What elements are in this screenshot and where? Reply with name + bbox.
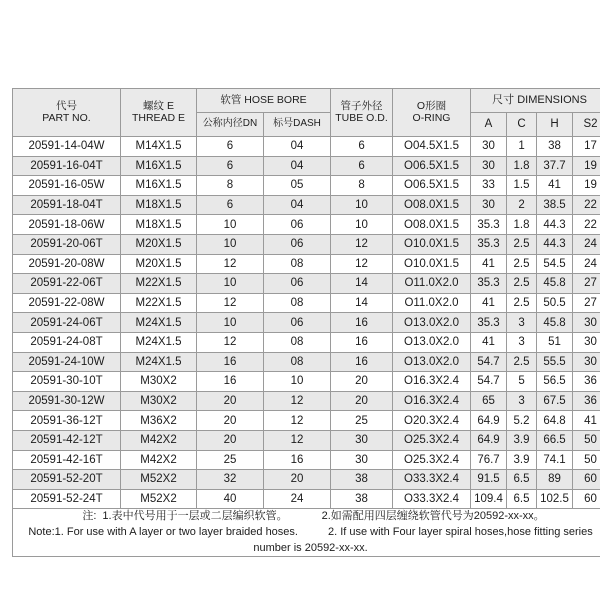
cell-hose-bore-dash: 06 bbox=[264, 313, 331, 333]
cell-o-ring: O13.0X2.0 bbox=[393, 352, 471, 372]
cell-dimension-a: 91.5 bbox=[471, 470, 507, 490]
cell-part-no: 20591-52-24T bbox=[13, 489, 121, 509]
cell-hose-bore-dn: 12 bbox=[197, 254, 264, 274]
cell-hose-bore-dn: 10 bbox=[197, 215, 264, 235]
cell-part-no: 20591-16-04T bbox=[13, 156, 121, 176]
cell-tube-od: 12 bbox=[331, 234, 393, 254]
cell-dimension-a: 64.9 bbox=[471, 411, 507, 431]
cell-dimension-c: 3 bbox=[507, 332, 537, 352]
cell-dimension-c: 2.5 bbox=[507, 234, 537, 254]
cell-o-ring: O33.3X2.4 bbox=[393, 470, 471, 490]
table-row bbox=[13, 372, 600, 392]
cell-dimension-s2: 22 bbox=[573, 215, 600, 235]
cell-hose-bore-dn: 20 bbox=[197, 411, 264, 431]
cell-o-ring: O10.0X1.5 bbox=[393, 254, 471, 274]
cell-hose-bore-dn: 10 bbox=[197, 274, 264, 294]
cell-dimension-h: 55.5 bbox=[537, 352, 573, 372]
cell-dimension-h: 41 bbox=[537, 176, 573, 196]
header-hose-bore-group: 软管 HOSE BORE bbox=[197, 89, 331, 113]
cell-dimension-c: 6.5 bbox=[507, 489, 537, 509]
cell-thread: M36X2 bbox=[121, 411, 197, 431]
cell-dimension-s2: 27 bbox=[573, 274, 600, 294]
cell-tube-od: 20 bbox=[331, 391, 393, 411]
table-row bbox=[13, 391, 600, 411]
cell-hose-bore-dash: 08 bbox=[264, 352, 331, 372]
footnote-english-line-1 bbox=[13, 525, 600, 541]
cell-tube-od: 30 bbox=[331, 450, 393, 470]
footnote-cn-note1: 1.表中代号用于一层或二层编织软管。 bbox=[102, 510, 288, 523]
cell-thread: M30X2 bbox=[121, 391, 197, 411]
cell-dimension-h: 51 bbox=[537, 332, 573, 352]
cell-hose-bore-dash: 08 bbox=[264, 293, 331, 313]
cell-dimension-a: 35.3 bbox=[471, 215, 507, 235]
cell-dimension-s2: 36 bbox=[573, 372, 600, 392]
cell-hose-bore-dn: 6 bbox=[197, 195, 264, 215]
cell-dimension-s2: 41 bbox=[573, 411, 600, 431]
cell-part-no: 20591-16-05W bbox=[13, 176, 121, 196]
cell-dimension-h: 45.8 bbox=[537, 274, 573, 294]
cell-dimension-c: 1.5 bbox=[507, 176, 537, 196]
header-o-ring bbox=[393, 89, 471, 137]
cell-o-ring: O16.3X2.4 bbox=[393, 391, 471, 411]
cell-thread: M52X2 bbox=[121, 489, 197, 509]
cell-dimension-a: 30 bbox=[471, 195, 507, 215]
header-dimension-a: A bbox=[471, 113, 507, 137]
table-row bbox=[13, 215, 600, 235]
header-thread-en: THREAD E bbox=[131, 111, 186, 124]
cell-dimension-a: 76.7 bbox=[471, 450, 507, 470]
cell-o-ring: O04.5X1.5 bbox=[393, 137, 471, 157]
cell-hose-bore-dn: 40 bbox=[197, 489, 264, 509]
cell-o-ring: O10.0X1.5 bbox=[393, 234, 471, 254]
table-row bbox=[13, 234, 600, 254]
footnote-cell bbox=[13, 509, 600, 557]
footnote-en-note2-cont: number is 20592-xx-xx. bbox=[253, 541, 368, 554]
cell-o-ring: O16.3X2.4 bbox=[393, 372, 471, 392]
cell-hose-bore-dn: 8 bbox=[197, 176, 264, 196]
cell-o-ring: O25.3X2.4 bbox=[393, 450, 471, 470]
cell-hose-bore-dash: 06 bbox=[264, 234, 331, 254]
header-row-top bbox=[13, 89, 600, 113]
cell-dimension-c: 5.2 bbox=[507, 411, 537, 431]
cell-part-no: 20591-20-06T bbox=[13, 234, 121, 254]
table-row bbox=[13, 470, 600, 490]
cell-dimension-a: 35.3 bbox=[471, 313, 507, 333]
cell-part-no: 20591-22-06T bbox=[13, 274, 121, 294]
cell-dimension-c: 2.5 bbox=[507, 293, 537, 313]
table-row bbox=[13, 352, 600, 372]
cell-dimension-h: 66.5 bbox=[537, 430, 573, 450]
cell-dimension-a: 35.3 bbox=[471, 274, 507, 294]
cell-o-ring: O06.5X1.5 bbox=[393, 156, 471, 176]
cell-part-no: 20591-52-20T bbox=[13, 470, 121, 490]
cell-dimension-h: 67.5 bbox=[537, 391, 573, 411]
table-row bbox=[13, 313, 600, 333]
footnote-row bbox=[13, 509, 600, 557]
cell-dimension-c: 3.9 bbox=[507, 450, 537, 470]
cell-tube-od: 12 bbox=[331, 254, 393, 274]
cell-part-no: 20591-30-10T bbox=[13, 372, 121, 392]
cell-tube-od: 14 bbox=[331, 293, 393, 313]
table-row bbox=[13, 293, 600, 313]
cell-dimension-s2: 19 bbox=[573, 176, 600, 196]
header-part-no-cn: 代号 bbox=[56, 100, 77, 113]
header-hose-bore-dn: 公称内径DN bbox=[197, 113, 264, 137]
cell-tube-od: 10 bbox=[331, 195, 393, 215]
cell-hose-bore-dn: 12 bbox=[197, 332, 264, 352]
cell-dimension-s2: 60 bbox=[573, 470, 600, 490]
cell-thread: M16X1.5 bbox=[121, 156, 197, 176]
cell-hose-bore-dash: 12 bbox=[264, 430, 331, 450]
spec-table-container bbox=[12, 88, 598, 557]
footnote-cn-label: 注: bbox=[82, 510, 97, 523]
hose-fitting-spec-table bbox=[12, 88, 600, 557]
cell-dimension-s2: 60 bbox=[573, 489, 600, 509]
cell-o-ring: O11.0X2.0 bbox=[393, 274, 471, 294]
cell-part-no: 20591-22-08W bbox=[13, 293, 121, 313]
cell-tube-od: 16 bbox=[331, 352, 393, 372]
table-row bbox=[13, 411, 600, 431]
cell-tube-od: 14 bbox=[331, 274, 393, 294]
cell-dimension-a: 35.3 bbox=[471, 234, 507, 254]
header-o-ring-cn: O形圈 bbox=[416, 100, 447, 113]
cell-part-no: 20591-14-04W bbox=[13, 137, 121, 157]
cell-dimension-a: 54.7 bbox=[471, 372, 507, 392]
table-row bbox=[13, 430, 600, 450]
cell-hose-bore-dash: 08 bbox=[264, 332, 331, 352]
cell-thread: M20X1.5 bbox=[121, 254, 197, 274]
cell-tube-od: 20 bbox=[331, 372, 393, 392]
cell-thread: M24X1.5 bbox=[121, 313, 197, 333]
cell-dimension-s2: 50 bbox=[573, 430, 600, 450]
cell-hose-bore-dash: 24 bbox=[264, 489, 331, 509]
cell-dimension-h: 45.8 bbox=[537, 313, 573, 333]
cell-tube-od: 38 bbox=[331, 489, 393, 509]
header-dimensions-group: 尺寸 DIMENSIONS bbox=[471, 89, 600, 113]
cell-hose-bore-dash: 06 bbox=[264, 215, 331, 235]
cell-part-no: 20591-24-06T bbox=[13, 313, 121, 333]
cell-part-no: 20591-18-04T bbox=[13, 195, 121, 215]
cell-dimension-a: 109.4 bbox=[471, 489, 507, 509]
cell-dimension-s2: 30 bbox=[573, 352, 600, 372]
cell-tube-od: 25 bbox=[331, 411, 393, 431]
cell-hose-bore-dash: 12 bbox=[264, 411, 331, 431]
cell-dimension-h: 89 bbox=[537, 470, 573, 490]
cell-hose-bore-dn: 6 bbox=[197, 137, 264, 157]
cell-part-no: 20591-24-10W bbox=[13, 352, 121, 372]
cell-dimension-s2: 30 bbox=[573, 313, 600, 333]
cell-dimension-h: 56.5 bbox=[537, 372, 573, 392]
cell-dimension-a: 41 bbox=[471, 293, 507, 313]
cell-dimension-a: 65 bbox=[471, 391, 507, 411]
footnote-english-line-2 bbox=[13, 541, 600, 557]
cell-dimension-a: 41 bbox=[471, 254, 507, 274]
cell-dimension-s2: 50 bbox=[573, 450, 600, 470]
cell-dimension-h: 37.7 bbox=[537, 156, 573, 176]
table-row bbox=[13, 450, 600, 470]
cell-thread: M18X1.5 bbox=[121, 195, 197, 215]
cell-dimension-h: 54.5 bbox=[537, 254, 573, 274]
cell-tube-od: 8 bbox=[331, 176, 393, 196]
cell-part-no: 20591-24-08T bbox=[13, 332, 121, 352]
cell-hose-bore-dn: 32 bbox=[197, 470, 264, 490]
cell-part-no: 20591-30-12W bbox=[13, 391, 121, 411]
table-row bbox=[13, 195, 600, 215]
footnote-chinese-line bbox=[13, 509, 600, 525]
header-tube-od-en: TUBE O.D. bbox=[335, 111, 388, 124]
header-thread-cn: 螺纹 E bbox=[143, 100, 174, 113]
cell-dimension-a: 30 bbox=[471, 156, 507, 176]
cell-hose-bore-dash: 10 bbox=[264, 372, 331, 392]
cell-dimension-s2: 22 bbox=[573, 195, 600, 215]
table-row bbox=[13, 332, 600, 352]
header-dimension-s2: S2 bbox=[573, 113, 600, 137]
cell-hose-bore-dn: 16 bbox=[197, 372, 264, 392]
cell-hose-bore-dash: 04 bbox=[264, 195, 331, 215]
cell-dimension-c: 2.5 bbox=[507, 274, 537, 294]
table-row bbox=[13, 489, 600, 509]
cell-dimension-h: 38.5 bbox=[537, 195, 573, 215]
cell-dimension-h: 50.5 bbox=[537, 293, 573, 313]
cell-thread: M30X2 bbox=[121, 372, 197, 392]
cell-o-ring: O33.3X2.4 bbox=[393, 489, 471, 509]
cell-dimension-a: 41 bbox=[471, 332, 507, 352]
cell-thread: M18X1.5 bbox=[121, 215, 197, 235]
cell-dimension-h: 38 bbox=[537, 137, 573, 157]
cell-dimension-c: 3.9 bbox=[507, 430, 537, 450]
cell-hose-bore-dn: 20 bbox=[197, 430, 264, 450]
cell-part-no: 20591-42-12T bbox=[13, 430, 121, 450]
cell-thread: M42X2 bbox=[121, 450, 197, 470]
table-row bbox=[13, 156, 600, 176]
cell-o-ring: O06.5X1.5 bbox=[393, 176, 471, 196]
cell-dimension-h: 64.8 bbox=[537, 411, 573, 431]
cell-dimension-h: 44.3 bbox=[537, 234, 573, 254]
cell-tube-od: 16 bbox=[331, 313, 393, 333]
cell-dimension-c: 2.5 bbox=[507, 352, 537, 372]
cell-tube-od: 10 bbox=[331, 215, 393, 235]
cell-thread: M22X1.5 bbox=[121, 274, 197, 294]
cell-o-ring: O20.3X2.4 bbox=[393, 411, 471, 431]
cell-hose-bore-dash: 12 bbox=[264, 391, 331, 411]
cell-dimension-a: 33 bbox=[471, 176, 507, 196]
cell-hose-bore-dash: 08 bbox=[264, 254, 331, 274]
cell-hose-bore-dn: 20 bbox=[197, 391, 264, 411]
cell-thread: M14X1.5 bbox=[121, 137, 197, 157]
cell-hose-bore-dash: 04 bbox=[264, 137, 331, 157]
cell-thread: M22X1.5 bbox=[121, 293, 197, 313]
header-tube-od-cn: 管子外径 bbox=[340, 100, 383, 113]
cell-part-no: 20591-42-16T bbox=[13, 450, 121, 470]
cell-hose-bore-dash: 06 bbox=[264, 274, 331, 294]
cell-dimension-h: 74.1 bbox=[537, 450, 573, 470]
table-row bbox=[13, 274, 600, 294]
cell-dimension-s2: 27 bbox=[573, 293, 600, 313]
cell-dimension-s2: 19 bbox=[573, 156, 600, 176]
cell-part-no: 20591-36-12T bbox=[13, 411, 121, 431]
cell-part-no: 20591-20-08W bbox=[13, 254, 121, 274]
cell-tube-od: 16 bbox=[331, 332, 393, 352]
cell-dimension-a: 30 bbox=[471, 137, 507, 157]
footnote-en-note2: 2. If use with Four layer spiral hoses,hose fitting series bbox=[327, 525, 593, 538]
cell-tube-od: 6 bbox=[331, 156, 393, 176]
cell-hose-bore-dash: 16 bbox=[264, 450, 331, 470]
cell-hose-bore-dn: 10 bbox=[197, 234, 264, 254]
header-dimension-c: C bbox=[507, 113, 537, 137]
cell-dimension-c: 2.5 bbox=[507, 254, 537, 274]
cell-dimension-c: 1.8 bbox=[507, 156, 537, 176]
cell-thread: M20X1.5 bbox=[121, 234, 197, 254]
cell-dimension-s2: 24 bbox=[573, 234, 600, 254]
table-footnotes bbox=[13, 509, 600, 557]
cell-thread: M24X1.5 bbox=[121, 352, 197, 372]
cell-dimension-c: 1.8 bbox=[507, 215, 537, 235]
footnote-cn-note2: 2.如需配用四层缠绕软管代号为20592-xx-xx。 bbox=[321, 510, 545, 523]
cell-tube-od: 6 bbox=[331, 137, 393, 157]
cell-hose-bore-dash: 05 bbox=[264, 176, 331, 196]
cell-dimension-a: 64.9 bbox=[471, 430, 507, 450]
cell-hose-bore-dn: 25 bbox=[197, 450, 264, 470]
cell-o-ring: O08.0X1.5 bbox=[393, 195, 471, 215]
cell-o-ring: O08.0X1.5 bbox=[393, 215, 471, 235]
header-tube-od bbox=[331, 89, 393, 137]
cell-tube-od: 38 bbox=[331, 470, 393, 490]
header-thread bbox=[121, 89, 197, 137]
cell-o-ring: O11.0X2.0 bbox=[393, 293, 471, 313]
cell-o-ring: O13.0X2.0 bbox=[393, 313, 471, 333]
cell-dimension-s2: 30 bbox=[573, 332, 600, 352]
cell-thread: M42X2 bbox=[121, 430, 197, 450]
table-header bbox=[13, 89, 600, 137]
cell-part-no: 20591-18-06W bbox=[13, 215, 121, 235]
cell-thread: M52X2 bbox=[121, 470, 197, 490]
cell-dimension-h: 44.3 bbox=[537, 215, 573, 235]
cell-dimension-s2: 36 bbox=[573, 391, 600, 411]
cell-dimension-c: 2 bbox=[507, 195, 537, 215]
cell-thread: M16X1.5 bbox=[121, 176, 197, 196]
header-hose-bore-dash: 标号DASH bbox=[264, 113, 331, 137]
header-dimension-h: H bbox=[537, 113, 573, 137]
cell-dimension-c: 3 bbox=[507, 391, 537, 411]
cell-dimension-h: 102.5 bbox=[537, 489, 573, 509]
footnote-en-note1: Note:1. For use with A layer or two layer braided hoses. bbox=[28, 525, 298, 538]
cell-o-ring: O25.3X2.4 bbox=[393, 430, 471, 450]
cell-thread: M24X1.5 bbox=[121, 332, 197, 352]
table-row bbox=[13, 176, 600, 196]
cell-hose-bore-dash: 04 bbox=[264, 156, 331, 176]
header-o-ring-en: O-RING bbox=[412, 111, 451, 124]
cell-hose-bore-dn: 6 bbox=[197, 156, 264, 176]
cell-hose-bore-dn: 10 bbox=[197, 313, 264, 333]
header-part-no bbox=[13, 89, 121, 137]
table-row bbox=[13, 254, 600, 274]
cell-dimension-a: 54.7 bbox=[471, 352, 507, 372]
cell-hose-bore-dash: 20 bbox=[264, 470, 331, 490]
cell-dimension-s2: 17 bbox=[573, 137, 600, 157]
cell-dimension-c: 5 bbox=[507, 372, 537, 392]
cell-tube-od: 30 bbox=[331, 430, 393, 450]
header-part-no-en: PART NO. bbox=[42, 111, 91, 124]
cell-dimension-s2: 24 bbox=[573, 254, 600, 274]
table-row bbox=[13, 137, 600, 157]
cell-hose-bore-dn: 16 bbox=[197, 352, 264, 372]
table-body bbox=[13, 137, 600, 509]
cell-dimension-c: 1 bbox=[507, 137, 537, 157]
cell-hose-bore-dn: 12 bbox=[197, 293, 264, 313]
cell-dimension-c: 3 bbox=[507, 313, 537, 333]
cell-o-ring: O13.0X2.0 bbox=[393, 332, 471, 352]
cell-dimension-c: 6.5 bbox=[507, 470, 537, 490]
